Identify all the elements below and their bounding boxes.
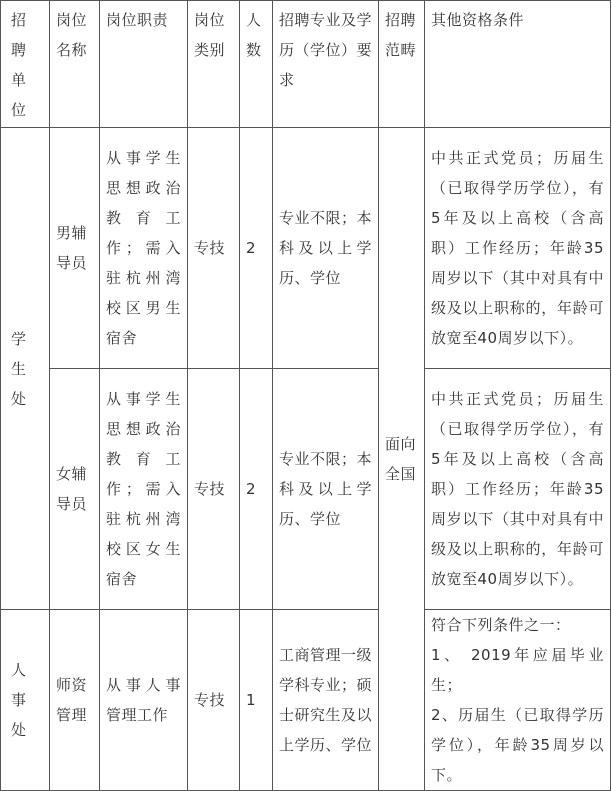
header-position-name: 岗位名称 [50, 1, 100, 128]
header-duty: 岗位职责 [100, 1, 188, 128]
duty-cell: 从事人事管理工作 [100, 610, 188, 791]
condition-line: 1、 2019年应届毕业生； [431, 646, 604, 694]
condition-line: 2、历届生（已取得学历学位），年龄35周岁以下。 [431, 706, 604, 784]
duty-cell: 从事学生思想政治教育工作；需入驻杭州湾校区男生宿舍 [100, 128, 188, 369]
other-conditions-cell: 中共正式党员；历届生（已取得学历学位），有5年及以上高校（含高职）工作经历；年龄35周岁以下（其中对具有中级及以上职称的，年龄可放宽至40周岁以下）。 [425, 128, 611, 369]
table-row [1, 128, 611, 369]
header-count: 人数 [240, 1, 273, 128]
other-conditions-cell [425, 610, 611, 791]
scope-cell: 面向全国 [379, 128, 425, 791]
count-cell: 1 [240, 610, 273, 791]
header-scope: 招聘范畴 [379, 1, 425, 128]
position-name-cell: 男辅导员 [50, 128, 100, 369]
header-row [1, 1, 611, 128]
table-row [1, 369, 611, 610]
count-cell: 2 [240, 128, 273, 369]
major-edu-cell: 专业不限；本科及以上学历、学位 [273, 128, 379, 369]
major-edu-cell: 工商管理一级学科专业；硕士研究生及以上学历、学位 [273, 610, 379, 791]
category-cell: 专技 [188, 369, 240, 610]
condition-line: 符合下列条件之一： [431, 616, 571, 634]
duty-cell: 从事学生思想政治教育工作；需入驻杭州湾校区女生宿舍 [100, 369, 188, 610]
unit-cell: 人事处 [1, 610, 50, 791]
unit-cell: 学生处 [1, 128, 50, 610]
count-cell: 2 [240, 369, 273, 610]
header-other: 其他资格条件 [425, 1, 611, 128]
category-cell: 专技 [188, 610, 240, 791]
table-row [1, 610, 611, 791]
position-name-cell: 女辅导员 [50, 369, 100, 610]
header-category: 岗位类别 [188, 1, 240, 128]
header-major-edu: 招聘专业及学历（学位）要求 [273, 1, 379, 128]
other-conditions-cell: 中共正式党员；历届生（已取得学历学位），有5年及以上高校（含高职）工作经历；年龄35周岁以下（其中对具有中级及以上职称的，年龄可放宽至40周岁以下）。 [425, 369, 611, 610]
major-edu-cell: 专业不限；本科及以上学历、学位 [273, 369, 379, 610]
category-cell: 专技 [188, 128, 240, 369]
header-unit: 招聘单位 [1, 1, 50, 128]
position-name-cell: 师资管理 [50, 610, 100, 791]
